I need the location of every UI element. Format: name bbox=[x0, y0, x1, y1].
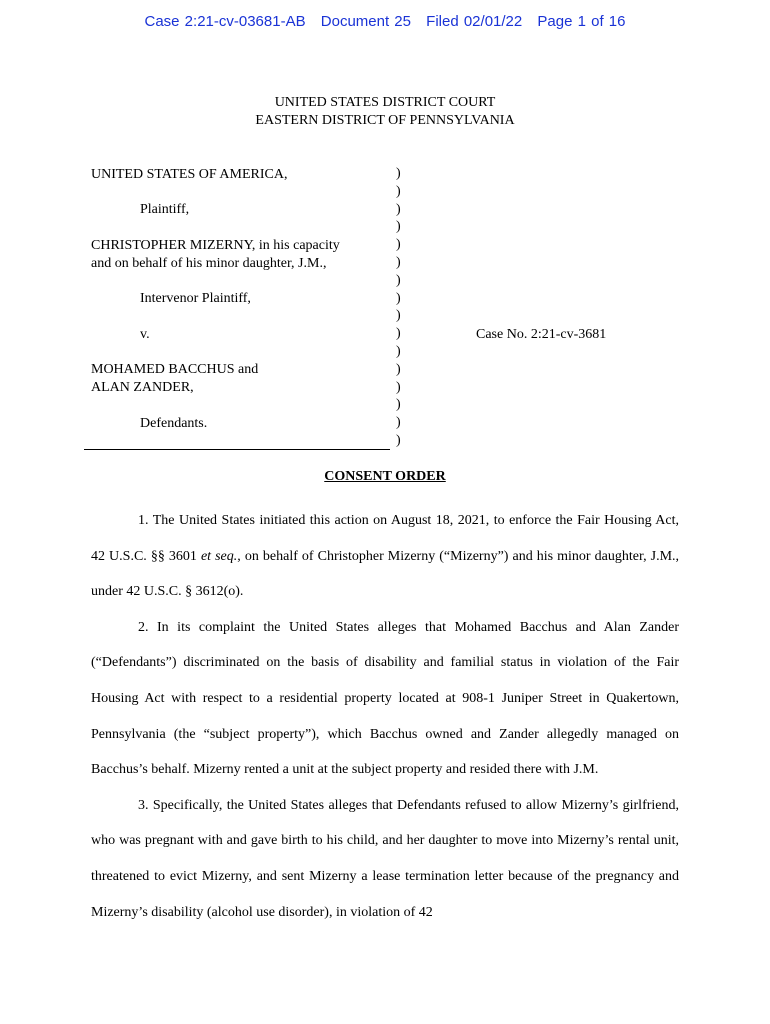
caption-rule bbox=[84, 449, 390, 450]
case-number-header: Case 2:21-cv-03681-AB bbox=[144, 13, 306, 30]
et-seq: et seq. bbox=[200, 548, 238, 564]
filed-date: Filed 02/01/22 bbox=[426, 13, 523, 30]
caption-parentheses: ) ) ) ) ) ) ) ) ) ) ) ) ) ) ) ) bbox=[396, 166, 401, 448]
role-defendants: Defendants. bbox=[140, 416, 208, 431]
page-indicator: Page 1 of 16 bbox=[537, 13, 626, 30]
party-plaintiff: UNITED STATES OF AMERICA, bbox=[91, 167, 288, 182]
court-name: UNITED STATES DISTRICT COURT bbox=[274, 95, 496, 110]
document-number: Document 25 bbox=[320, 13, 411, 30]
paragraph-3: 3. Specifically, the United States alleges that Defendants refused to allow Mizerny’s girlfriend, who was pregnant with and gave birth to his child, and her daughter to move into Mizerny’s rental unit, threatened to evict Mizerny, and sent Mizerny a lease termination letter because of the pregnancy and Mizerny’s disability (alcohol use disorder), in violation of 42 bbox=[91, 797, 679, 920]
role-intervenor: Intervenor Plaintiff, bbox=[140, 291, 251, 306]
court-district: EASTERN DISTRICT OF PENNSYLVANIA bbox=[255, 113, 515, 128]
paragraph-1: 1. The United States initiated this action on August 18, 2021, to enforce the Fair Housing Act, 42 U.S.C. §§ 3601 et seq., on behalf of Christopher Mizerny (“Mizerny”) and his minor daughter, J.M., under 42 U.S.C. § 3612(o). bbox=[91, 513, 680, 600]
versus: v. bbox=[140, 327, 150, 342]
case-number: Case No. 2:21-cv-3681 bbox=[476, 327, 607, 342]
role-plaintiff: Plaintiff, bbox=[140, 202, 190, 217]
party-defendants-line1: MOHAMED BACCHUS and bbox=[91, 362, 259, 377]
party-intervenor-line2: and on behalf of his minor daughter, J.M., bbox=[91, 256, 327, 271]
court-heading bbox=[0, 94, 770, 130]
party-intervenor-line1: CHRISTOPHER MIZERNY, in his capacity bbox=[91, 238, 340, 253]
order-body bbox=[91, 503, 679, 930]
party-defendants-line2: ALAN ZANDER, bbox=[91, 380, 194, 395]
order-title: CONSENT ORDER bbox=[324, 469, 446, 484]
paragraph-2: 2. In its complaint the United States alleges that Mohamed Bacchus and Alan Zander (“Defendants”) discriminated on the basis of disability and familial status in violation of the Fair Housing Act with respect to a residential property located at 908-1 Juniper Street in Quakertown, Pennsylvania (the “subject property”), which Bacchus owned and Zander allegedly managed on Bacchus’s behalf. Mizerny rented a unit at the subject property and resided there with J.M. bbox=[91, 619, 679, 778]
docket-header bbox=[0, 13, 770, 30]
